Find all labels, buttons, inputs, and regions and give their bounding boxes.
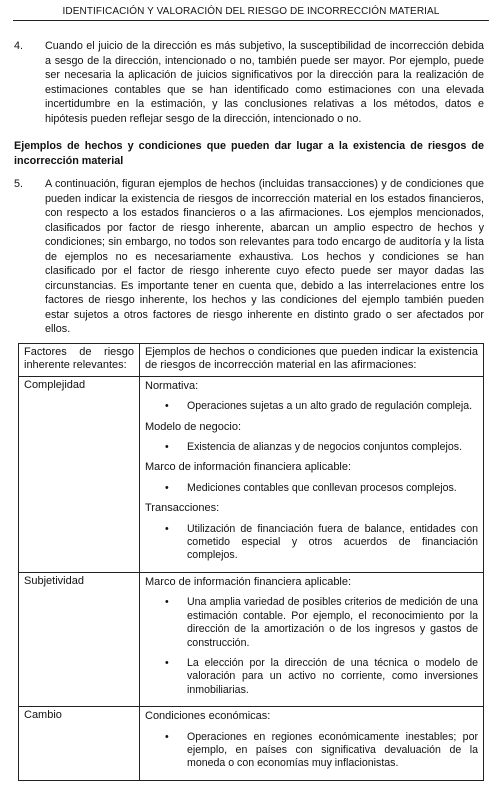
examples-cell: [140, 572, 484, 706]
col2-header: Ejemplos de hechos o condiciones que pueden indicar la existencia de riesgos de incorrección material en las afirmaciones:: [140, 344, 484, 377]
group-title: Condiciones económicas:: [145, 710, 271, 723]
running-header: IDENTIFICACIÓN Y VALORACIÓN DEL RIESGO DE INCORRECCIÓN MATERIAL: [62, 6, 440, 17]
bullet-icon: •: [165, 596, 169, 609]
factor-cell: Cambio: [19, 707, 140, 781]
factor-cell: Subjetividad: [19, 572, 140, 706]
bullet-icon: •: [165, 730, 169, 743]
table-header-row: [19, 344, 484, 377]
header-rule: [13, 20, 489, 21]
paragraph-text: Cuando el juicio de la dirección es más subjetivo, la susceptibilidad de incorrección debida a sesgo de la dirección, intencionado o no, también puede ser mayor. Por ejemplo, puede ser necesaria la aplicación de juicios significativos por la dirección para la realización de estimaciones contables que se han identificado como estimaciones con una elevada incertidumbre en la estimación, y las conclusiones relativas a los métodos, datos e hipótesis pueden reflejar sesgo de la dirección, intencionado o no.: [45, 40, 484, 125]
col1-header: Factores de riesgo inherente relevantes:: [19, 344, 140, 377]
bullet-icon: •: [165, 400, 169, 413]
bullet-icon: •: [165, 522, 169, 535]
bullet-icon: •: [165, 656, 169, 669]
group-title: Transacciones:: [145, 502, 220, 515]
risk-factor-table: [18, 343, 484, 781]
group-title: Marco de información financiera aplicable:: [145, 461, 352, 474]
group-title: Marco de información financiera aplicable:: [145, 575, 352, 588]
list-item: • Existencia de alianzas y de negocios conjuntos complejos.: [165, 441, 463, 454]
table-row: [19, 707, 484, 781]
paragraph-4: [14, 39, 484, 126]
bullet-icon: •: [165, 441, 169, 454]
section-heading: Ejemplos de hechos y condiciones que pueden dar lugar a la existencia de riesgos de incorrección material: [14, 140, 484, 167]
examples-cell: [140, 376, 484, 572]
paragraph-text: A continuación, figuran ejemplos de hechos (incluidas transacciones) y de condiciones que pueden indicar la existencia de riesgos de incorrección material en los estados financieros, con respecto a los estados financieros o a las afirmaciones. Los ejemplos mencionados, clasificados por factor de riesgo inherente, abarcan un amplio espectro de hechos y condiciones; sin embargo, no todos son relevantes para todo encargo de auditoría y la lista de ejemplos no es necesariamente exhaustiva. Los hechos y condiciones se han clasificado por el factor de riesgo inherente cuyo efecto puede ser mayor dadas las circunstancias. Es importante tener en cuenta que, debido a las interrelaciones entre los factores de riesgo inherente, los hechos y las condiciones del ejemplo también pueden estar sujetos a otros factores de riesgo inherente en distinto grado o ser afectados por ellos.: [45, 178, 484, 335]
paragraph-number: 5.: [14, 178, 24, 190]
list-item: • Operaciones en regiones económicamente inestables; por ejemplo, en países con significativa devaluación de la moneda o con economías muy inflacionistas.: [165, 730, 478, 770]
group-title: Normativa:: [145, 379, 199, 392]
paragraph-5: [14, 177, 484, 337]
list-item: • Mediciones contables que conllevan procesos complejos.: [165, 481, 457, 494]
list-item: • Utilización de financiación fuera de balance, entidades con cometido especial y otros acuerdos de financiación complejos.: [165, 522, 478, 562]
list-item: • La elección por la dirección de una técnica o modelo de valoración para un activo no corriente, como inversiones inmobiliarias.: [165, 656, 478, 696]
factor-cell: Complejidad: [19, 376, 140, 572]
bullet-icon: •: [165, 481, 169, 494]
examples-cell: [140, 707, 484, 781]
list-item: • Una amplia variedad de posibles criterios de medición de una estimación contable. Por ejemplo, el reconocimiento por la dirección de la amortización o de los ingresos y gastos de construcción.: [165, 596, 478, 649]
paragraph-number: 4.: [14, 40, 24, 52]
group-title: Modelo de negocio:: [145, 420, 242, 433]
table-row: [19, 376, 484, 572]
list-item: • Operaciones sujetas a un alto grado de regulación compleja.: [165, 400, 473, 413]
table-row: [19, 572, 484, 706]
